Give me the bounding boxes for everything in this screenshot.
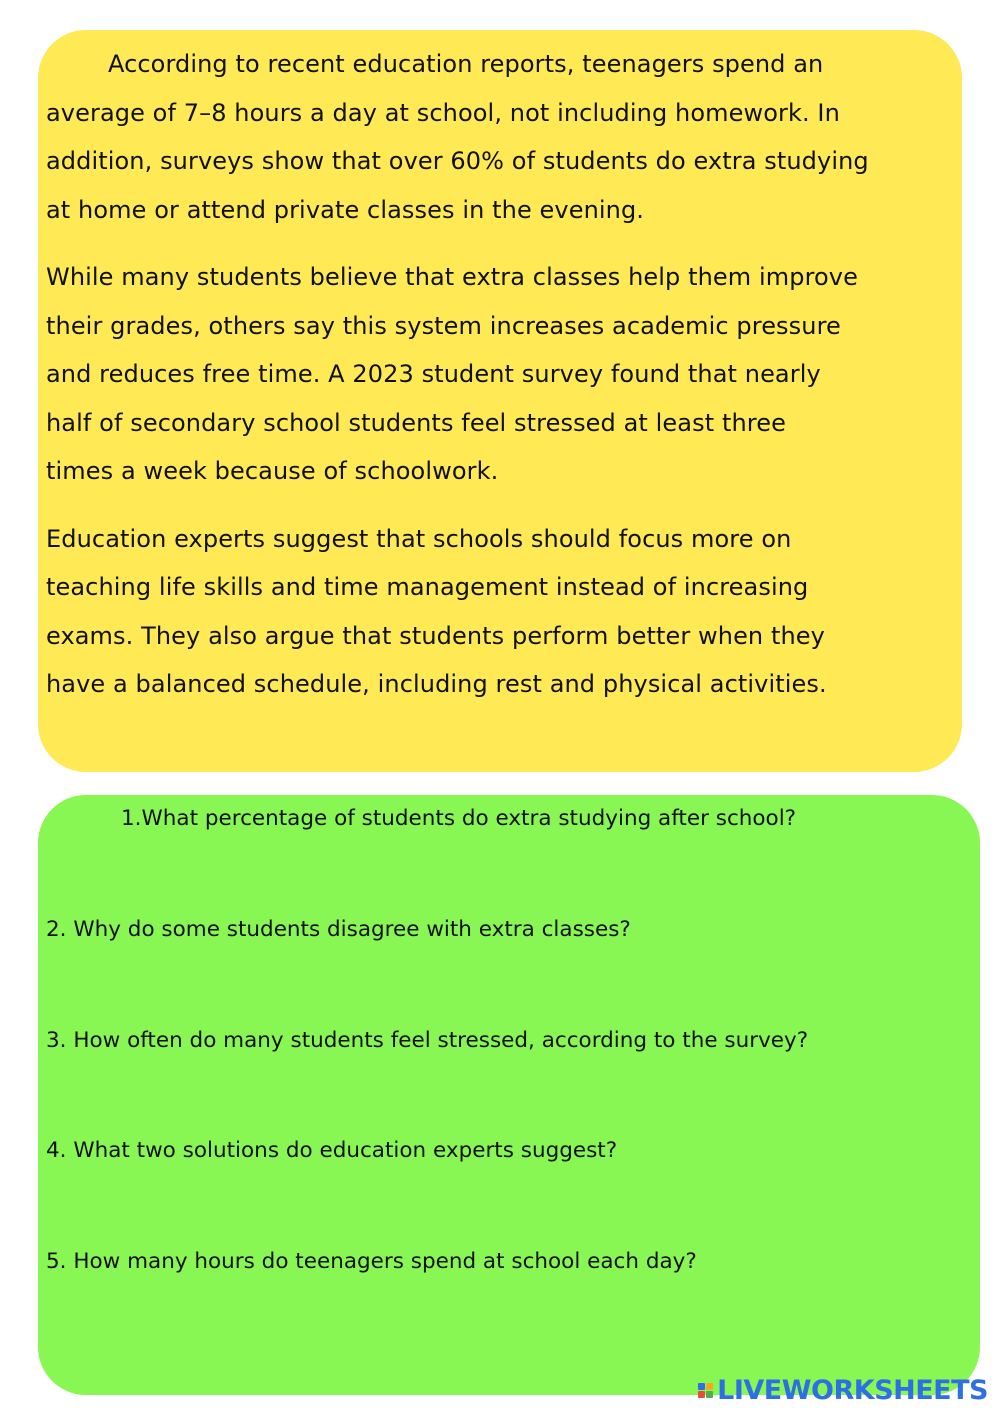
question-1: 1.What percentage of students do extra studying after school? — [121, 806, 797, 831]
paragraph-line: half of secondary school students feel stressed at least three — [46, 408, 786, 437]
liveworksheets-logo-icon — [698, 1383, 713, 1398]
paragraph-line: teaching life skills and time management instead of increasing — [46, 573, 809, 601]
question-4: 4. What two solutions do education experts suggest? — [46, 1138, 618, 1163]
reading-passage-panel — [38, 30, 962, 772]
paragraph-line: addition, surveys show that over 60% of students do extra studying — [46, 147, 869, 175]
paragraph-line: According to recent education reports, teenagers spend an — [108, 50, 824, 78]
paragraph-line: exams. They also argue that students perform better when they — [46, 621, 825, 650]
questions-panel — [38, 795, 980, 1395]
paragraph-line: and reduces free time. A 2023 student survey found that nearly — [46, 360, 821, 388]
reading-paragraph-3 — [46, 515, 954, 709]
paragraph-line: have a balanced schedule, including rest and physical activities. — [46, 670, 827, 698]
paragraph-line: While many students believe that extra classes help them improve — [46, 263, 858, 291]
logo-text: LIVEWORKSHEETS — [717, 1375, 988, 1406]
paragraph-line: their grades, others say this system increases academic pressure — [46, 311, 841, 340]
question-2: 2. Why do some students disagree with extra classes? — [46, 917, 631, 942]
paragraph-line: average of 7–8 hours a day at school, not including homework. In — [46, 98, 840, 127]
question-3: 3. How often do many students feel stressed, according to the survey? — [46, 1028, 809, 1053]
question-5: 5. How many hours do teenagers spend at school each day? — [46, 1249, 697, 1274]
reading-paragraph-2 — [46, 253, 954, 496]
paragraph-line: Education experts suggest that schools should focus more on — [46, 524, 792, 553]
reading-paragraph-1 — [46, 40, 954, 234]
paragraph-line: times a week because of schoolwork. — [46, 457, 499, 485]
paragraph-line: at home or attend private classes in the evening. — [46, 195, 645, 224]
liveworksheets-logo — [698, 1375, 988, 1406]
